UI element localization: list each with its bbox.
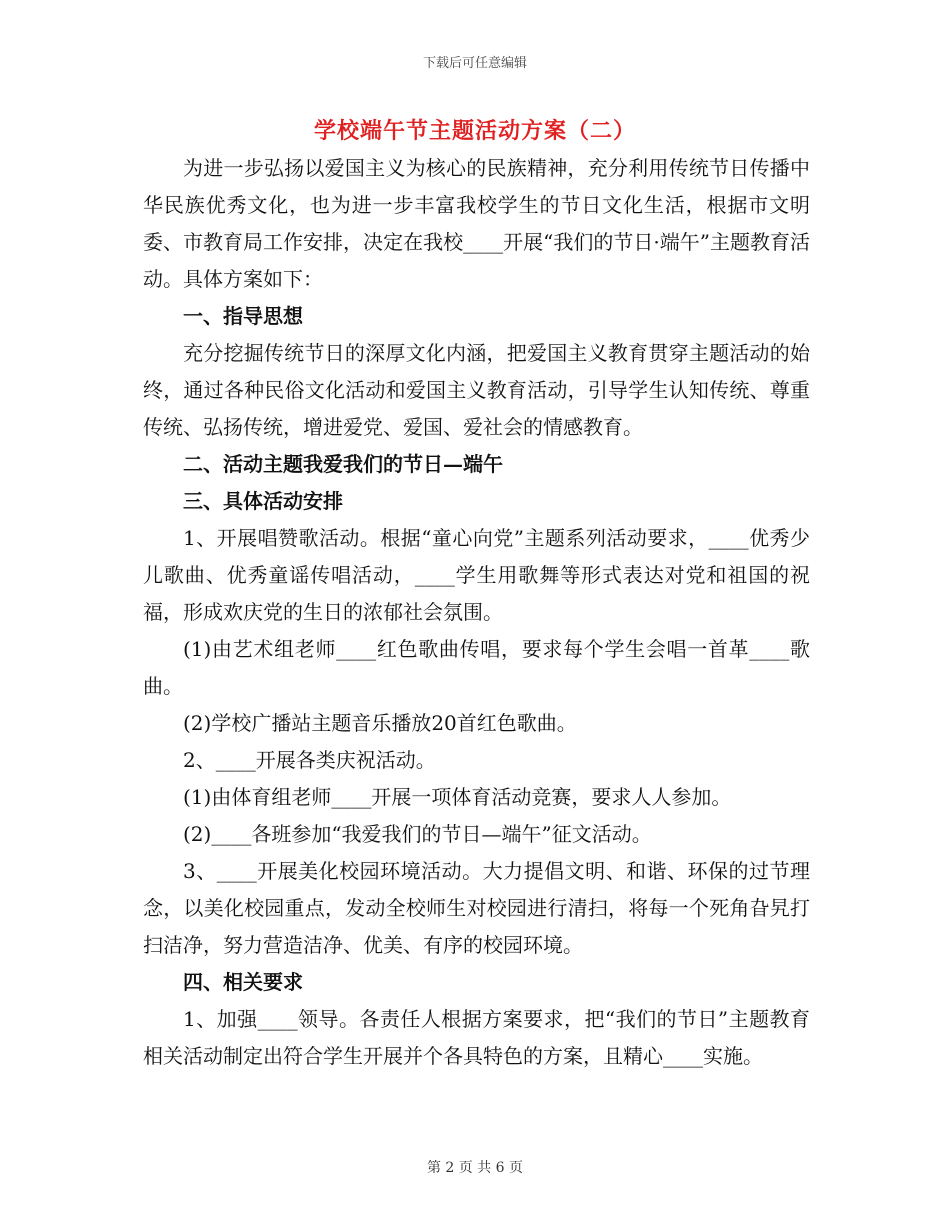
arrangement-item-1-sub-2: (2)学校广播站主题音乐播放20首红色歌曲。 — [183, 711, 577, 735]
page-footer: 第 2 页 共 6 页 — [426, 1160, 524, 1176]
arrangement-item-3: 3、____开展美化校园环境活动。大力提倡文明、和谐、环保的过节理念，以美化校园重点，发动全校师生对校园进行清扫，将每一个死角旮旯打扫洁净，努力营造洁净、优美、有序的校园环境。 — [143, 859, 810, 957]
arrangement-item-2: 2、____开展各类庆祝活动。 — [183, 748, 436, 772]
document-body — [143, 150, 810, 1075]
section-heading-arrangement: 三、具体活动安排 — [183, 489, 343, 513]
guiding-thought-paragraph: 充分挖掘传统节日的深厚文化内涵，把爱国主义教育贯穿主题活动的始终，通过各种民俗文化活动和爱国主义教育活动，引导学生认知传统、尊重传统、弘扬传统，增进爱党、爱国、爱社会的情感教育。 — [143, 341, 810, 439]
document-title: 学校端午节主题活动方案（二） — [313, 118, 636, 144]
arrangement-item-1: 1、开展唱赞歌活动。根据“童心向党”主题系列活动要求，____优秀少儿歌曲、优秀童谣传唱活动，____学生用歌舞等形式表达对党和祖国的祝福，形成欢庆党的生日的浓郁社会氛围。 — [143, 526, 810, 624]
section-heading-theme: 二、活动主题我爱我们的节日—端午 — [183, 452, 503, 476]
section-heading-requirements: 四、相关要求 — [183, 970, 303, 994]
arrangement-item-1-sub-1: (1)由艺术组老师____红色歌曲传唱，要求每个学生会唱一首革____歌曲。 — [143, 637, 810, 698]
arrangement-item-2-sub-1: (1)由体育组老师____开展一项体育活动竞赛，要求人人参加。 — [183, 785, 732, 809]
arrangement-item-2-sub-2: (2)____各班参加“我爱我们的节日—端午”征文活动。 — [183, 822, 652, 846]
section-heading-guiding-thought: 一、指导思想 — [183, 304, 303, 328]
page-header: 下载后可任意编辑 — [422, 56, 527, 71]
requirement-item-1: 1、加强____领导。各责任人根据方案要求，把“我们的节日”主题教育相关活动制定出符合学生开展并个各具特色的方案，且精心____实施。 — [143, 1007, 810, 1068]
intro-paragraph: 为进一步弘扬以爱国主义为核心的民族精神，充分利用传统节日传播中华民族优秀文化，也为进一步丰富我校学生的节日文化生活，根据市文明委、市教育局工作安排，决定在我校____开展“我们的节日·端午”主题教育活动。具体方案如下： — [143, 156, 810, 291]
